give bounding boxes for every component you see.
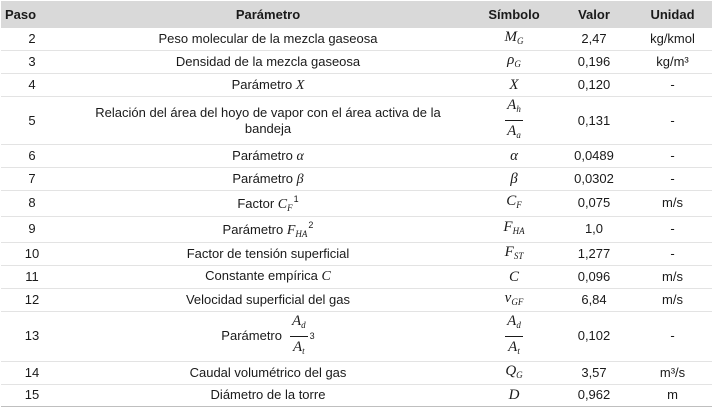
cell-unidad: m bbox=[667, 387, 678, 403]
table-row bbox=[1, 242, 712, 265]
cell-simbolo: $v_{GF}$ bbox=[504, 289, 524, 307]
cell-parametro: Factor de tensión superficial bbox=[186, 245, 350, 261]
cell-unidad: m/s bbox=[662, 291, 683, 307]
cell-paso: 10 bbox=[24, 245, 40, 261]
cell-valor: 0,102 bbox=[577, 328, 611, 344]
table-row bbox=[1, 97, 712, 145]
cell-parametro: Relación del área del hoyo de vapor con el área activa de la bandeja bbox=[95, 104, 441, 136]
cell-paso: 9 bbox=[28, 221, 36, 237]
cell-valor: 6,84 bbox=[581, 291, 607, 307]
table-row bbox=[1, 265, 712, 288]
cell-parametro: Parámetro X bbox=[231, 76, 305, 93]
cell-simbolo: X bbox=[509, 77, 519, 94]
cell-valor: 1,0 bbox=[584, 221, 604, 237]
cell-valor: 0,075 bbox=[577, 195, 611, 211]
cell-unidad: - bbox=[670, 148, 675, 164]
cell-paso: 6 bbox=[28, 148, 36, 164]
cell-paso: 14 bbox=[24, 364, 40, 380]
cell-paso: 5 bbox=[28, 112, 36, 128]
header-unidad: Unidad bbox=[650, 7, 695, 22]
table-row bbox=[1, 311, 712, 361]
cell-unidad: - bbox=[670, 77, 675, 93]
table-row bbox=[1, 28, 712, 51]
cell-unidad: kg/m³ bbox=[656, 54, 689, 70]
cell-simbolo: $F_{HA}$ bbox=[503, 219, 525, 237]
cell-paso: 11 bbox=[25, 268, 39, 284]
table-row bbox=[1, 168, 712, 191]
cell-unidad: kg/kmol bbox=[650, 31, 695, 47]
cell-unidad: m/s bbox=[662, 195, 683, 211]
cell-simbolo: C bbox=[508, 268, 519, 285]
cell-simbolo: $M_G$ bbox=[504, 29, 524, 47]
cell-parametro: Velocidad superficial del gas bbox=[185, 291, 351, 307]
cell-parametro: Peso molecular de la mezcla gaseosa bbox=[158, 31, 378, 47]
parameters-table bbox=[1, 1, 712, 407]
fraction-param: $\frac{A_d}{A_t}$ bbox=[292, 312, 306, 356]
cell-paso: 12 bbox=[24, 291, 40, 307]
header-valor: Valor bbox=[578, 7, 610, 22]
cell-simbolo bbox=[473, 97, 555, 145]
table-row bbox=[1, 288, 712, 311]
cell-unidad: - bbox=[670, 328, 675, 344]
cell-valor: 1,277 bbox=[577, 245, 611, 261]
cell-parametro: Constante empírica C bbox=[205, 268, 331, 285]
fraction-symbol: $\frac{A_h}{A_a}$ bbox=[507, 97, 521, 141]
cell-simbolo: $C_F$ bbox=[506, 193, 522, 211]
cell-paso: 3 bbox=[28, 54, 36, 70]
fraction-symbol: $\frac{A_d}{A_t}$ bbox=[507, 312, 521, 356]
table-row bbox=[1, 361, 712, 384]
cell-unidad: - bbox=[670, 112, 675, 128]
cell-valor: 0,096 bbox=[577, 268, 611, 284]
cell-valor: 3,57 bbox=[581, 364, 607, 380]
cell-unidad: - bbox=[670, 171, 675, 186]
cell-unidad: - bbox=[670, 221, 675, 237]
header-parametro: Parámetro bbox=[235, 7, 301, 22]
cell-parametro: Parámetro $F_{HA}^2$ bbox=[222, 219, 314, 239]
cell-parametro: Densidad de la mezcla gaseosa bbox=[175, 54, 361, 70]
cell-parametro: Parámetro α bbox=[232, 147, 304, 164]
cell-valor: 0,131 bbox=[577, 112, 611, 128]
cell-valor: 0,962 bbox=[577, 387, 611, 403]
cell-paso: 7 bbox=[28, 171, 36, 186]
cell-unidad: - bbox=[670, 245, 675, 261]
cell-parametro: Parámetro $\frac{A_d}{A_t}$ 3 bbox=[63, 311, 473, 361]
cell-valor: 0,196 bbox=[577, 54, 611, 70]
cell-parametro: Diámetro de la torre bbox=[210, 387, 326, 403]
table-header-row bbox=[1, 1, 712, 28]
cell-paso: 4 bbox=[28, 77, 36, 93]
cell-valor: 0,120 bbox=[577, 77, 611, 93]
cell-paso: 13 bbox=[24, 328, 40, 344]
cell-simbolo: $\rho_G$ bbox=[507, 52, 521, 70]
header-simbolo: Símbolo bbox=[488, 7, 540, 22]
cell-simbolo: $Q_G$ bbox=[505, 362, 523, 380]
cell-parametro: Factor $C_F^1$ bbox=[237, 193, 299, 213]
header-paso: Paso bbox=[5, 7, 37, 22]
cell-parametro: Parámetro β bbox=[232, 170, 304, 187]
cell-simbolo: D bbox=[508, 387, 520, 404]
cell-simbolo: α bbox=[510, 148, 518, 165]
table-row bbox=[1, 145, 712, 168]
table-row bbox=[1, 51, 712, 74]
cell-simbolo: $F_{ST}$ bbox=[504, 243, 524, 261]
cell-valor: 2,47 bbox=[581, 31, 607, 47]
table-row bbox=[1, 190, 712, 216]
cell-valor: 0,0489 bbox=[574, 148, 614, 164]
cell-paso: 2 bbox=[28, 31, 36, 47]
cell-simbolo: β bbox=[510, 171, 518, 187]
table-row bbox=[1, 384, 712, 407]
table-row bbox=[1, 74, 712, 97]
cell-paso: 8 bbox=[28, 195, 36, 211]
cell-unidad: m³/s bbox=[659, 364, 686, 380]
cell-parametro: Caudal volumétrico del gas bbox=[189, 364, 347, 380]
table-row bbox=[1, 216, 712, 242]
cell-simbolo bbox=[473, 311, 555, 361]
cell-valor: 0,0302 bbox=[574, 171, 614, 186]
cell-paso: 15 bbox=[24, 387, 40, 403]
cell-unidad: m/s bbox=[662, 268, 683, 284]
